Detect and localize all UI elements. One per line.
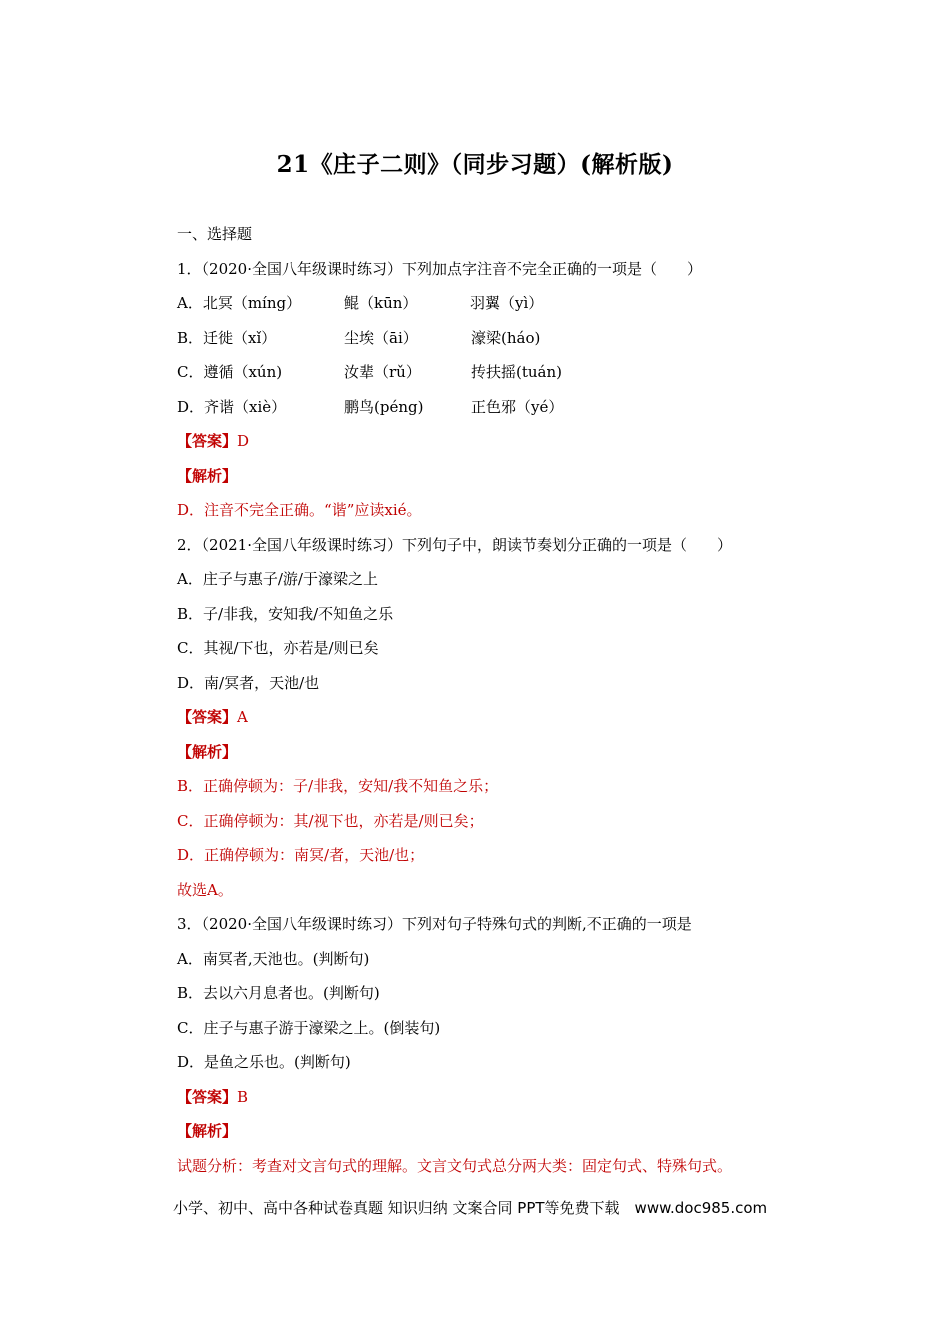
q1-d-2: 鹏鸟(péng) [344, 397, 424, 416]
q1-stem: 1．（2020·全国八年级课时练习）下列加点字注音不完全正确的一项是（ ） [177, 259, 702, 278]
q2-analysis-c: C．正确停顿为：其/视下也，亦若是/则已矣； [177, 811, 484, 830]
q3-option-d: D．是鱼之乐也。(判断句) [177, 1053, 351, 1071]
q3-analysis-label: 【解析】 [177, 1122, 238, 1140]
document-title: 21《庄子二则》（同步习题）(解析版) [276, 151, 674, 178]
q3-answer-label: 【答案】 [177, 1087, 238, 1106]
q1-analysis: D．注音不完全正确。“谐”应读xié。 [177, 501, 422, 519]
q1-b-3: 濠梁(háo) [471, 328, 541, 347]
q1-a-3: 羽翼（yì） [470, 294, 544, 312]
q2-answer-value: A [237, 708, 248, 726]
q3-option-c: C．庄子与惠子游于濠梁之上。(倒装句) [177, 1018, 441, 1037]
q3-analysis: 试题分析：考查对文言句式的理解。文言文句式总分两大类：固定句式、特殊句式。 [177, 1156, 733, 1175]
q3-option-a: A．南冥者,天池也。(判断句) [177, 949, 370, 968]
q1-a-2: 鲲（kūn） [344, 294, 418, 312]
q1-option-a [177, 291, 817, 326]
q1-answer-value: D [237, 432, 250, 450]
q2-option-b: B．子/非我，安知我/不知鱼之乐 [177, 604, 394, 623]
q1-b-2: 尘埃（āi） [344, 328, 418, 347]
q2-option-d: D．南/冥者，天池/也 [177, 673, 320, 692]
document-body [177, 222, 817, 1188]
q2-analysis-label: 【解析】 [177, 742, 238, 761]
q1-option-d [177, 395, 817, 430]
q2-option-c: C．其视/下也，亦若是/则已矣 [177, 639, 379, 657]
q3-stem: 3．（2020·全国八年级课时练习）下列对句子特殊句式的判断,不正确的一项是 [177, 915, 692, 933]
q1-a-1: A．北冥（míng） [177, 294, 302, 312]
q3-answer-value: B [237, 1087, 249, 1106]
q1-d-1: D．齐谐（xiè） [177, 397, 287, 416]
q3-answer [177, 1085, 817, 1120]
q2-answer [177, 705, 817, 740]
q1-c-2: 汝辈（rǔ） [344, 363, 421, 381]
q2-option-a: A．庄子与惠子/游/于濠梁之上 [177, 570, 378, 588]
q1-c-1: C．遵循（xún) [177, 363, 283, 381]
q2-analysis-d: D．正确停顿为：南冥/者，天池/也； [177, 846, 425, 864]
page-footer: 小学、初中、高中各种试卷真题 知识归纳 文案合同 PPT等免费下载 www.doc985.com [173, 1199, 768, 1217]
q2-answer-label: 【答案】 [177, 708, 238, 726]
q1-option-b [177, 326, 817, 361]
q1-analysis-label: 【解析】 [177, 466, 238, 485]
q1-answer-label: 【答案】 [177, 432, 238, 450]
q1-d-3: 正色邪（yé） [471, 397, 564, 416]
q2-stem: 2．（2021·全国八年级课时练习）下列句子中，朗读节奏划分正确的一项是（ ） [177, 535, 732, 554]
q2-analysis-b: B．正确停顿为：子/非我，安知/我不知鱼之乐； [177, 777, 499, 795]
q3-option-b: B．去以六月息者也。(判断句) [177, 984, 380, 1002]
q1-answer [177, 429, 817, 464]
q1-option-c [177, 360, 817, 395]
q1-c-3: 抟扶摇(tuán) [471, 363, 562, 381]
section-heading: 一、选择题 [177, 225, 253, 243]
q2-conclusion: 故选A。 [177, 880, 233, 899]
q1-b-1: B．迁徙（xǐ） [177, 328, 277, 347]
